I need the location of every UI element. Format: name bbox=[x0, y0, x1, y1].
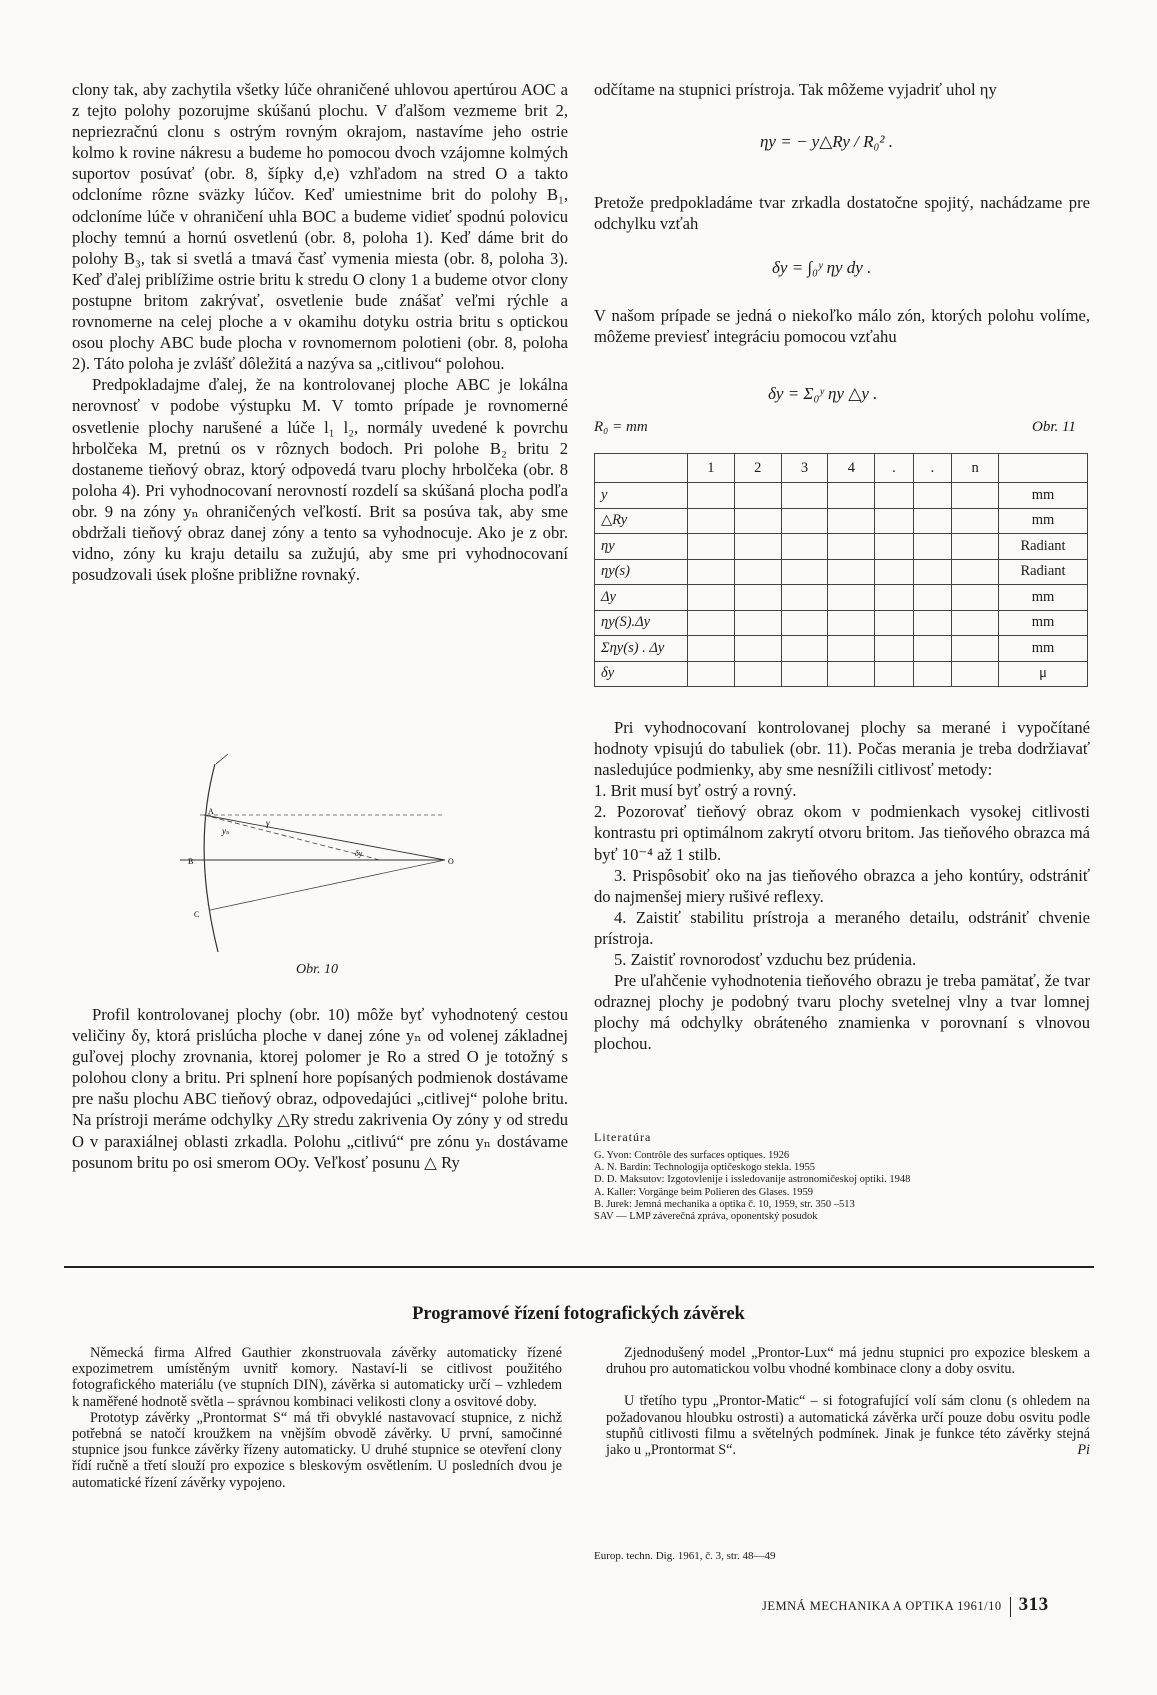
table-caption: Obr. 11 bbox=[1032, 419, 1076, 435]
page-footer bbox=[762, 1594, 1049, 1617]
figure-10-diagram bbox=[180, 752, 470, 962]
normal-line bbox=[204, 815, 380, 860]
row-unit: mm bbox=[999, 610, 1088, 636]
page-number: 313 bbox=[1018, 1594, 1049, 1615]
paragraph: clony tak, aby zachytila všetky lúče ohraničené uhlovou apertúrou AOC a z tejto polohy pozorujme skúšanú plochu. V ďalšom vezmeme brit 2, nepriezračnú clonu s ostrým rovným okrajom, nastavíme jeho ostrie kolmo k rovine nákresu a budeme ho pomocou dvoch vzájomne kolmých suportov posúvať (obr. 8, šípky d,e) vzhľadom na stred O a takto odcloníme rôzne sväzky lúčov. Keď umiestnime brit do polohy B₁, odcloníme lúče v ohraničení uhla BOC a budeme vidieť spodnú polovicu plochy temnú a hornú osvetlenú (obr. 8, poloha 1). Keď dáme brit do polohy B₃, tak si svetlá a tmavá časť vymenia miesta (obr. 8, poloha 3). Keď ďalej priblížime ostrie britu k stredu O clony 1 a budeme otvor clony postupne britom zakrývať, osvetlenie bude znášať veľmi rýchle a rovnomerne na celej ploche a v okamihu dotyku ostria britu s optickou osou plochy ABC bude plocha v rovnomernom polotieni (obr. 8, poloha 2). Táto poloha je zvlášť dôležitá a nazýva sa „citlivou“ polohou. bbox=[72, 80, 568, 374]
table-row bbox=[595, 508, 1088, 534]
figure-caption: Obr. 10 bbox=[296, 962, 339, 977]
table-row bbox=[595, 483, 1088, 509]
paragraph: Predpokladajme ďalej, že na kontrolovanej ploche ABC je lokálna nerovnosť v podobe výstupku M. V tomto prípade je rovnomerné osvetlenie plochy narušené a lúče l₁ l₂, normály uvedené k povrchu hrbolčeka M, pretnú os v rôznych bodoch. Pri polohe B₂ britu 2 dostaneme tieňový obraz, ktorý odpovedá tvaru plochy hrbolčeka (obr. 8 poloha 4). Pri vyhodnocovaní nerovností rozdelí sa skúšaná plocha podľa obr. 9 na zóny yₙ ohraničených veľkostí. Brit sa posúva tak, aby sme obdržali tieňový obraz danej zóny a tento sa vyhodnocuje. Ako je z obr. vidno, zóny ku kraju detailu sa zužujú, aby sme pri vyhodnocovaní posudzovali úsek plošne približne rovnaký. bbox=[72, 375, 568, 585]
literature-item: B. Jurek: Jemná mechanika a optika č. 10, 1959, str. 350 –513 bbox=[594, 1198, 855, 1210]
table-row bbox=[595, 585, 1088, 611]
table-header-cell: n bbox=[952, 454, 999, 483]
literature-item: SAV — LMP záverečná zpráva, oponentský posudok bbox=[594, 1211, 818, 1223]
row-label: ηy(s) bbox=[595, 559, 688, 585]
table-row bbox=[595, 610, 1088, 636]
row-unit: mm bbox=[999, 636, 1088, 662]
condition-item: 2. Pozorovať tieňový obraz okom v podmienkach vysokej citlivosti kontrastu pri optimálnom zakrytí otvoru britom. Jas tieňového obrazca má byť 10⁻⁴ až 1 stilb. bbox=[594, 802, 1090, 864]
measurement-table bbox=[594, 453, 1088, 687]
paragraph: Pre uľahčenie vyhodnotenia tieňového obrazu je treba pamätať, že tvar odraznej plochy je podobný tvaru plochy svetelnej vlny a tvar lomnej plochy má odchylky obráteného znamienka v porovnaní s vlnovou plochou. bbox=[594, 971, 1090, 1054]
table-header-cell: 2 bbox=[734, 454, 781, 483]
row-label: △Ry bbox=[595, 508, 688, 534]
condition-item: 1. Brit musí byť ostrý a rovný. bbox=[594, 781, 797, 801]
source-citation: Europ. techn. Dig. 1961, č. 3, str. 48—49 bbox=[594, 1550, 776, 1562]
article2-left-column bbox=[72, 1345, 562, 1491]
row-label: Σηy(s) . Δy bbox=[595, 636, 688, 662]
literature-item: A. N. Bardin: Technologija optičeskogo stekla. 1955 bbox=[594, 1162, 815, 1174]
paragraph-text: U třetího typu „Prontor-Matic“ – si fotografující volí sám clonu (s ohledem na požadovanou hloubku ostrosti) a automatická závěrka určí pouze dobu osvitu podle stupňů citlivosti filmu a světelných podmínek. Jinak je funkce této závěrky stejná jako u „Prontormat S“. bbox=[606, 1393, 1090, 1459]
table-header-cell bbox=[595, 454, 688, 483]
row-unit: Radiant bbox=[999, 534, 1088, 560]
paragraph: Pretože predpokladáme tvar zrkadla dostatočne spojitý, nachádzame pre odchylku vzťah bbox=[594, 193, 1090, 234]
table-row bbox=[595, 661, 1088, 687]
figure-label-c: C bbox=[194, 910, 200, 919]
paragraph: Německá firma Alfred Gauthier zkonstruovala závěrky automaticky řízené expozimetrem umístěným uvnitř komory. Nastaví-li se citlivost použitého fotografického materiálu (ve stupních DIN), závěrka si automaticky určí – vzhledem k naměřené hodnotě světla – správnou kombinaci velikosti clony a osvitové doby. bbox=[72, 1345, 562, 1410]
literature-list bbox=[594, 1150, 1094, 1223]
table-header-row bbox=[595, 454, 1088, 483]
figure-label-o: O bbox=[448, 857, 454, 866]
row-unit: mm bbox=[999, 508, 1088, 534]
r0-label: R₀ = mm bbox=[594, 419, 648, 435]
literature-heading: Literatúra bbox=[594, 1130, 652, 1144]
paragraph: Pri vyhodnocovaní kontrolovanej plochy sa merané i vypočítané hodnoty vpisujú do tabuliek (obr. 11). Počas merania je treba dodržiavať nasledujúce podmienky, aby sme nesnížili citlivosť metody: bbox=[594, 718, 1090, 780]
table-row bbox=[595, 636, 1088, 662]
condition-item: 3. Prispôsobiť oko na jas tieňového obrazca a jeho kontúry, odstrániť do najmenšej miery rušivé reflexy. bbox=[594, 865, 1090, 906]
paragraph bbox=[606, 1393, 1090, 1458]
literature-item: G. Yvon: Contrôle des surfaces optiques. 1926 bbox=[594, 1150, 790, 1161]
paragraph: Prototyp závěrky „Prontormat S“ má tři obvyklé nastavovací stupnice, z nichž potřebná se natočí kroužkem na vnějším obvodě závěrky. U první, samočinné stupnice jsou funkce závěrky řízeny automaticky. U druhé stupnice se otevření clony řídí ručně a třetí slouží pro expozice s bleskovým osvětlením. U posledních dvou je automatické řízení závěrky vypojeno. bbox=[72, 1409, 562, 1491]
row-unit: Radiant bbox=[999, 559, 1088, 585]
label-leader bbox=[216, 754, 228, 764]
right-column bbox=[594, 79, 1090, 100]
footer-divider bbox=[1010, 1597, 1011, 1617]
table-header-cell: . bbox=[913, 454, 951, 483]
mirror-arc bbox=[204, 764, 218, 952]
row-unit: μ bbox=[999, 661, 1088, 687]
paragraph: V našom prípade se jedná o niekoľko málo zón, ktorých polohu volíme, môžeme previesť integráciu pomocou vzťahu bbox=[594, 306, 1090, 347]
table-header-cell: 4 bbox=[828, 454, 875, 483]
table-header-cell bbox=[999, 454, 1088, 483]
paragraph: odčítame na stupnici prístroja. Tak môžeme vyjadriť uhol ηy bbox=[594, 80, 997, 99]
paragraph: Zjednodušený model „Prontor-Lux“ má jednu stupnici pro expozice bleskem a druhou pro automatickou volbu vhodné kombinace clony a doby osvitu. bbox=[606, 1345, 1090, 1378]
right-paragraph bbox=[594, 192, 1090, 234]
section-divider bbox=[64, 1266, 1094, 1268]
table-header-cell: . bbox=[875, 454, 913, 483]
right-paragraph bbox=[594, 305, 1090, 347]
journal-name: JEMNÁ MECHANIKA A OPTIKA 1961/10 bbox=[762, 1599, 1002, 1613]
equation-2: δy = ∫₀ʸ ηy dy . bbox=[772, 258, 872, 277]
paragraph: Profil kontrolovanej plochy (obr. 10) môže byť vyhodnotený cestou veličiny δy, ktorá prislúcha ploche v danej zóne yₙ od volenej základnej guľovej plochy zrovnania, ktorej polomer je Ro a stred O je totožný s polohou clony a britu. Pri splnení hore popísaných podmienok dostávame pre našu plochu ABC tieňový obraz, odpovedajúci „citlivej“ polohe britu. Na prístroji meráme odchylky △Ry stredu zakrivenia Oy zóny y od stredu O v paraxiálnej oblasti zrkadla. Polohu „citlivú“ pre zónu yₙ dostávame posunom britu po osi smerom OOy. Veľkosť posunu △ Ry bbox=[72, 1005, 568, 1172]
literature-item: D. D. Maksutov: Izgotovlenije i issledovanije astronomičeskoj optiki. 1948 bbox=[594, 1174, 911, 1186]
literature-item: A. Kaller: Vorgänge beim Polieren des Glases. 1959 bbox=[594, 1186, 814, 1198]
row-unit: mm bbox=[999, 585, 1088, 611]
row-label: ηy bbox=[595, 534, 688, 560]
figure-label-yn: yₙ bbox=[222, 826, 230, 836]
article2-right-column bbox=[606, 1345, 1090, 1458]
row-label: δy bbox=[595, 661, 688, 687]
row-unit: mm bbox=[999, 483, 1088, 509]
left-column-bottom bbox=[72, 1004, 568, 1173]
row-label: y bbox=[595, 483, 688, 509]
table-header-cell: 1 bbox=[688, 454, 735, 483]
table-row bbox=[595, 534, 1088, 560]
figure-label-dy: δy bbox=[355, 849, 363, 858]
table-header-cell: 3 bbox=[781, 454, 828, 483]
figure-label-a: A bbox=[208, 807, 214, 816]
equation-1: ηy = − y△Ry / R₀² . bbox=[760, 132, 894, 151]
signature: Pi bbox=[1077, 1442, 1090, 1459]
equation-3: δy = Σ₀ʸ ηy △y . bbox=[768, 384, 878, 403]
left-column bbox=[72, 79, 568, 585]
row-label: Δy bbox=[595, 585, 688, 611]
row-label: ηy(S).Δy bbox=[595, 610, 688, 636]
table-row bbox=[595, 559, 1088, 585]
condition-item: 4. Zaistiť stabilitu prístroja a meraného detailu, odstrániť chvenie prístroja. bbox=[594, 907, 1090, 948]
ray-lower bbox=[210, 860, 445, 910]
condition-item: 5. Zaistiť rovnorodosť vzduchu bez prúdenia. bbox=[614, 950, 917, 970]
article-title: Programové řízení fotografických závěrek bbox=[412, 1304, 745, 1324]
figure-label-b: B bbox=[188, 857, 194, 866]
right-column-bottom bbox=[594, 717, 1090, 1055]
figure-label-gamma: γ bbox=[266, 818, 270, 828]
ray-to-center bbox=[204, 815, 445, 860]
